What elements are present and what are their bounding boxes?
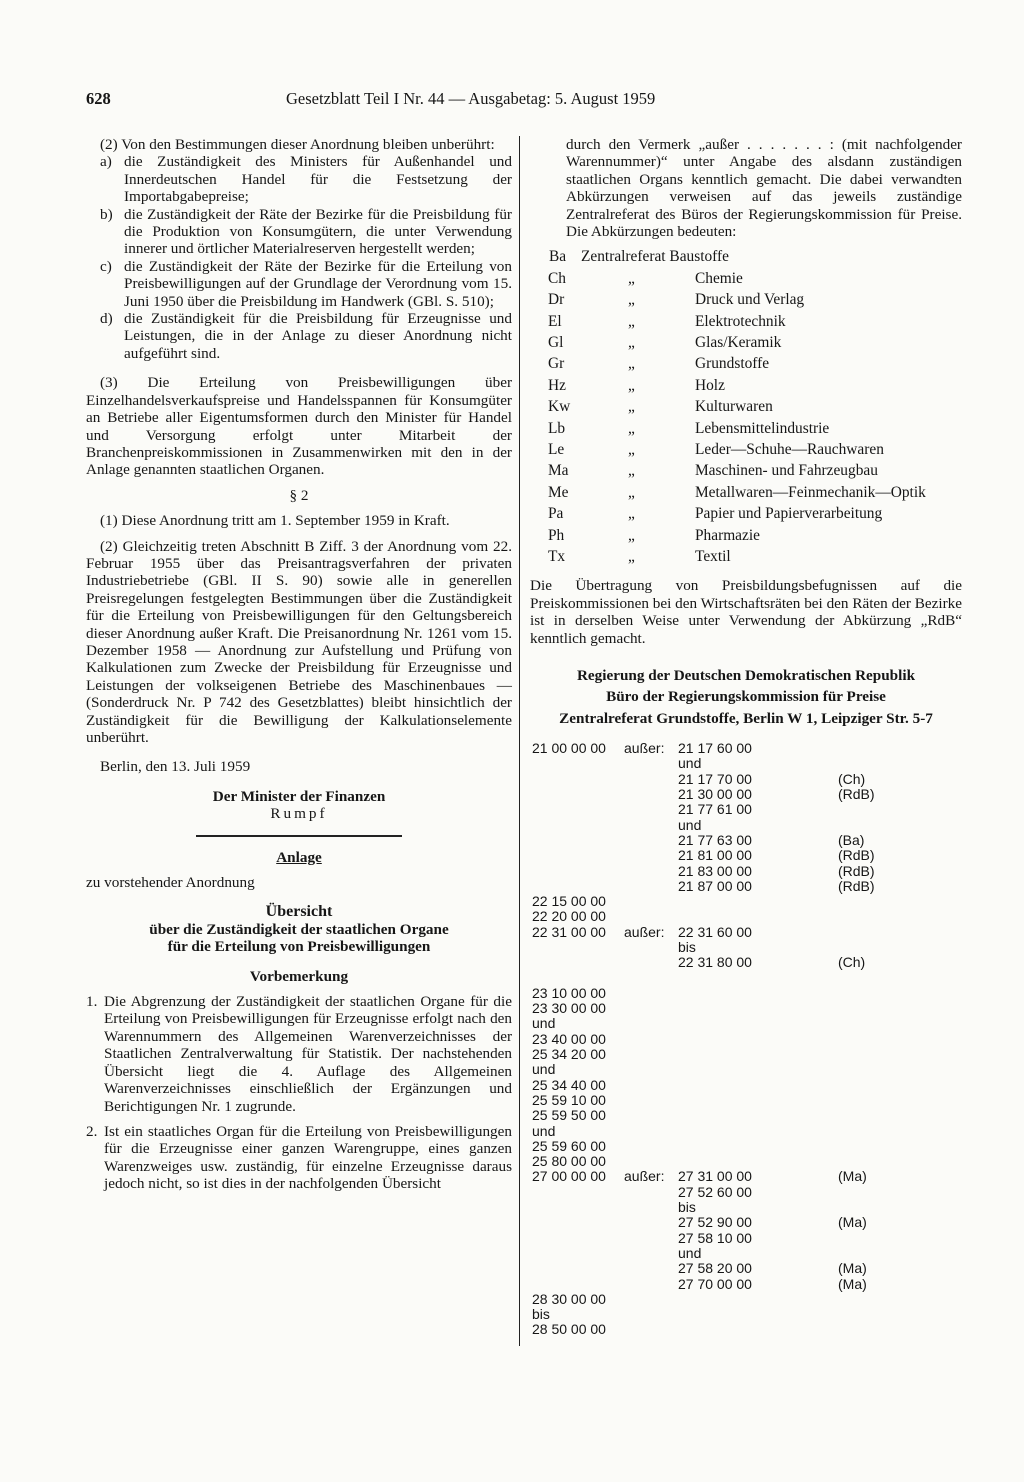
abbreviation-code: Me [548,483,569,501]
abbreviation-list [530,248,962,569]
table-cell: (Ma) [838,1275,867,1292]
table-cell: außer: [624,740,665,757]
table-cell: 23 40 00 00 [532,1030,606,1047]
table-cell: 21 83 00 00 [678,862,752,879]
table-row [530,802,962,817]
ditto-mark: „ [628,526,635,544]
abbreviation-name: Lebensmittelindustrie [695,419,830,437]
overview-title: Übersicht [265,903,333,921]
table-cell: 22 31 00 00 [532,923,606,940]
table-row [530,1062,962,1077]
table-cell: 22 31 60 00 [678,923,752,940]
table-row [530,741,962,756]
abbreviation-code: Hz [548,376,566,394]
abbreviation-name: Metallwaren—Feinmechanik—Optik [695,483,926,501]
abbreviation-code: Tx [548,547,566,565]
table-cell: (Ch) [838,770,866,787]
table-cell: (RdB) [838,786,875,803]
annex-title: Anlage [276,848,322,866]
table-cell: und [532,1122,556,1139]
abbreviation-code: Gl [548,334,564,351]
prelim-list [86,993,512,1192]
ditto-mark: „ [628,440,635,458]
table-cell: (Ch) [838,954,866,971]
table-row [530,1032,962,1047]
table-row [530,971,962,986]
table-cell: 28 30 00 00 [532,1290,606,1307]
ditto-mark: „ [628,376,635,394]
commodity-table [530,741,962,1338]
table-row [530,1001,962,1016]
overview-subtitle-2: für die Erteilung von Preisbewilligungen [167,938,431,956]
table-row [530,1322,962,1337]
table-cell: (Ma) [838,1260,867,1277]
abbreviation-name: Grundstoffe [695,355,770,373]
abbreviation-name: Leder—Schuhe—Rauchwaren [695,440,884,458]
table-row [530,1292,962,1307]
table-cell: bis [532,1306,550,1323]
abbreviation-name: Papier und Papierverarbeitung [695,505,883,523]
abbreviation-row [530,420,962,441]
ditto-mark: „ [628,483,635,501]
table-cell: 21 17 70 00 [678,770,752,787]
table-cell: und [678,816,702,833]
table-cell: bis [678,939,696,955]
table-cell: 23 10 00 00 [532,984,606,1001]
abbreviation-name: Maschinen- und Fahrzeugbau [695,462,878,480]
table-row [530,1246,962,1261]
table-cell: (Ma) [838,1168,867,1185]
left-column [86,136,512,1193]
table-row [530,1307,962,1322]
table-row [530,1154,962,1169]
list-item: b) die Zuständigkeit der Räte der Bezirke für die Preisbildung für die Produktion von Konsumgütern, die unter Verwendung innerer und örtlicher Materialreserven hergestellt werden; [100,205,512,258]
table-row [530,1139,962,1154]
prelim-heading: Vorbemerkung [249,967,349,985]
table-row [530,894,962,909]
table-row [530,940,962,955]
abbreviation-row [530,291,962,312]
list-item: d) die Zuständigkeit für die Preisbildung für Erzeugnisse und Leistungen, die in der Anlage zu dieser Anordnung nicht aufgeführt sind. [100,310,512,362]
annex-subtitle: zu vorstehender Anordnung [86,874,255,892]
ditto-mark: „ [628,355,635,373]
abbreviation-name: Chemie [695,269,743,287]
list-item: a) die Zuständigkeit des Ministers für Außenhandel und Innerdeutschen Handel für die Festsetzung der Importabgabepreise; [100,153,512,206]
table-cell: und [678,755,702,772]
gazette-title: Gesetzblatt Teil I Nr. 44 — Ausgabetag: 5. August 1959 [286,89,656,108]
abbreviation-code: Ch [548,269,566,287]
abbreviation-row [530,441,962,462]
abbreviation-row [530,313,962,334]
section-2-paragraph-1: (1) Diese Anordnung tritt am 1. September 1959 in Kraft. [100,512,450,530]
table-cell: (RdB) [838,847,875,864]
page-number: 628 [86,89,111,108]
abbreviation-code: Dr [548,291,565,309]
abbreviation-name: Glas/Keramik [695,334,782,351]
list-item: 1. Die Abgrenzung der Zuständigkeit der staatlichen Organe für die Erteilung von Preisbewilligungen für Erzeugnisse erfolgt nach den Warennummern des Allgemeinen Warenverzeichnisses der Staatlichen Zentralverwaltung für Statistik. Der nachstehenden Übersicht liegt die 4. Auflage des Allgemeinen Warenverzeichnisses einschließlich der Ergänzungen und Berichtigungen Nr. 1 zugrunde. [86,993,512,1115]
table-row [530,925,962,940]
abbreviation-code: Kw [548,398,571,416]
ditto-mark: „ [628,462,635,480]
abbreviation-name: Elektrotechnik [695,312,786,330]
table-cell: 25 59 50 00 [532,1107,606,1124]
section-heading: § 2 [289,486,309,504]
table-row [530,1261,962,1276]
table-row [530,1108,962,1123]
table-row [530,1016,962,1031]
abbreviation-code: Le [548,440,565,458]
table-cell: (RdB) [838,877,875,894]
abbreviation-code: Lb [548,419,566,437]
transfer-paragraph: Die Übertragung von Preisbildungsbefugnissen auf die Preiskommissionen bei den Wirtschaftsräten bei den Räten der Bezirke ist in derselben Weise unter Verwendung der Abkürzung „RdB“ kenntlich gemacht. [530,577,962,647]
abbreviation-row [530,398,962,419]
table-cell: 27 00 00 00 [532,1168,606,1185]
table-row [530,848,962,863]
abbreviation-rows [530,270,962,569]
column-divider [519,136,520,1346]
table-cell: und [532,1061,556,1078]
abbreviation-row [530,484,962,505]
divider-rule [196,835,402,837]
ditto-mark: „ [628,398,635,416]
table-row [530,1231,962,1246]
table-row [530,1185,962,1200]
table-cell: 21 00 00 00 [532,740,606,757]
list-item: c) die Zuständigkeit der Räte der Bezirke für die Erteilung von Preisbewilligungen auf der Grundlage der Verordnung vom 15. Juni 1950 über die Preisbildung im Handwerk (GBl. S. 510); [100,257,512,310]
abbreviation-row [530,334,962,355]
table-cell: 25 59 10 00 [532,1091,606,1108]
paragraph-2-intro: (2) Von den Bestimmungen dieser Anordnung bleiben unberührt: [100,136,495,153]
table-cell: 21 81 00 00 [678,847,752,864]
ditto-mark: „ [628,419,635,437]
government-line-1: Regierung der Deutschen Demokratischen Republik [576,666,916,684]
table-cell: 21 30 00 00 [678,786,752,803]
ditto-mark: „ [628,547,635,565]
abbreviation-row [530,462,962,483]
overview-subtitle-1: über die Zuständigkeit der staatlichen Organe [149,920,449,938]
table-cell: 22 20 00 00 [532,908,606,925]
table-cell: außer: [624,1168,665,1185]
table-row [530,756,962,771]
abbreviation-name: Holz [695,376,725,394]
abbreviation-code: Gr [548,355,565,373]
signer-title: Der Minister der Finanzen [212,787,386,805]
table-row [530,986,962,1001]
continuation-text: durch den Vermerk „außer . . . . . . . : (mit nachfolgender Warennummer)“ unter Angabe des alsdann zuständigen staatlichen Organs kenntlich gemacht. Die dabei verwandten Abkürzungen verweisen auf das jeweils zuständige Zentralreferat des Büros der Regierungskommission für Preise. Die Abkürzungen bedeuten: [566,136,962,241]
ditto-mark: „ [628,312,635,330]
table-row [530,1277,962,1292]
date-place: Berlin, den 13. Juli 1959 [100,758,251,776]
abbreviation-row [530,548,962,569]
signer-name: Rumpf [270,805,328,823]
abbreviation-name: Kulturwaren [695,398,773,416]
right-column [530,136,962,1338]
table-row [530,772,962,787]
table-row [530,1093,962,1108]
table-row [530,1215,962,1230]
abbreviation-row [530,355,962,376]
table-row [530,1124,962,1139]
abbreviation-code: Pa [548,505,564,523]
table-row [530,1078,962,1093]
table-cell: 27 58 20 00 [678,1260,752,1277]
table-cell: 21 77 61 00 [678,801,752,818]
table-cell: 25 34 40 00 [532,1076,606,1093]
table-cell: (Ba) [838,831,865,848]
abbreviation-name: Druck und Verlag [695,291,805,309]
section-2-paragraph-2: (2) Gleichzeitig treten Abschnitt B Ziff. 3 der Anordnung vom 22. Februar 1955 über das Preisantragsverfahren der privaten Industriebetriebe (GBl. II S. 90) sowie alle in generellen Preisregelungen festgelegten Bestimmungen über die Zuständigkeit für die Erteilung von Preisbewilligungen für den Geltungsbereich dieser Anordnung außer Kraft. Die Preisanordnung Nr. 1261 vom 15. Dezember 1958 — Anordnung zur Aufstellung und Prüfung von Kalkulationen zum Zwecke der Preisbildung für Erzeugnisse und Leistungen der volkseigenen Betriebe des Maschinenbaues — (Sonderdruck Nr. P 742 des Gesetzblattes) bleibt hinsichtlich der Zuständigkeit für die Bewilligung der Kalkulationselemente unberührt. [86,537,512,746]
table-cell: bis [678,1199,696,1216]
ditto-mark: „ [628,269,635,287]
abbreviation-code: Ph [548,526,565,544]
table-row [530,833,962,848]
exemption-list [86,153,512,362]
abbreviation-name: Textil [695,547,731,565]
table-cell: 28 50 00 00 [532,1321,606,1338]
list-item: 2. Ist ein staatliches Organ für die Erteilung von Preisbewilligungen für die Erzeugnisse einer ganzen Warengruppe, eines ganzen Warenzweiges usw. zuständig, für einzelne Erzeugnisse daraus jedoch nicht, so ist dies in der nachfolgenden Übersicht [86,1122,512,1193]
table-cell: 22 31 80 00 [678,954,752,971]
table-cell: (RdB) [838,862,875,879]
table-row [530,1200,962,1215]
abbreviation-code: El [548,312,562,330]
table-cell: 27 52 90 00 [678,1214,752,1231]
table-row [530,955,962,970]
table-cell: außer: [624,923,665,940]
page-header [86,89,976,113]
table-cell: 27 58 10 00 [678,1229,752,1246]
abbreviation-row [530,377,962,398]
table-cell: 25 34 20 00 [532,1046,606,1063]
abbreviation-row: Ba Zentralreferat Baustoffe [549,248,729,266]
table-cell: 25 59 60 00 [532,1137,606,1154]
table-row [530,864,962,879]
table-cell: und [678,1244,702,1261]
abbreviation-row [530,270,962,291]
table-cell: 23 30 00 00 [532,1000,606,1017]
abbreviation-name: Pharmazie [695,526,760,544]
ditto-mark: „ [628,505,635,523]
government-line-3: Zentralreferat Grundstoffe, Berlin W 1, Leipziger Str. 5-7 [559,709,933,727]
table-cell: 25 80 00 00 [532,1153,606,1170]
table-cell: 21 87 00 00 [678,877,752,894]
ditto-mark: „ [628,291,635,309]
government-line-2: Büro der Regierungskommission für Preise [606,688,886,706]
table-row [530,1047,962,1062]
table-cell: und [532,1015,556,1032]
table-cell: 27 70 00 00 [678,1275,752,1292]
abbreviation-code: Ma [548,462,569,480]
table-row [530,879,962,894]
table-row [530,818,962,833]
table-cell: 21 17 60 00 [678,740,752,757]
table-row [530,1169,962,1184]
table-cell: 22 15 00 00 [532,893,606,910]
paragraph-3: (3) Die Erteilung von Preisbewilligungen über Einzelhandelsverkaufspreise und Handelsspannen für Konsumgüter an Betriebe aller Eigentumsformen durch den Minister für Handel und Versorgung erfolgt unter Mitarbeit der Branchenpreiskommissionen in Zusammenwirken mit den in der Anlage genannten staatlichen Organen. [86,374,512,479]
abbreviation-row [530,527,962,548]
abbreviation-row [530,505,962,526]
table-cell: 27 31 00 00 [678,1168,752,1185]
table-cell: 27 52 60 00 [678,1183,752,1200]
table-cell: (Ma) [838,1214,867,1231]
table-row [530,909,962,924]
ditto-mark: „ [628,334,635,351]
table-cell: 21 77 63 00 [678,831,752,848]
table-row [530,787,962,802]
